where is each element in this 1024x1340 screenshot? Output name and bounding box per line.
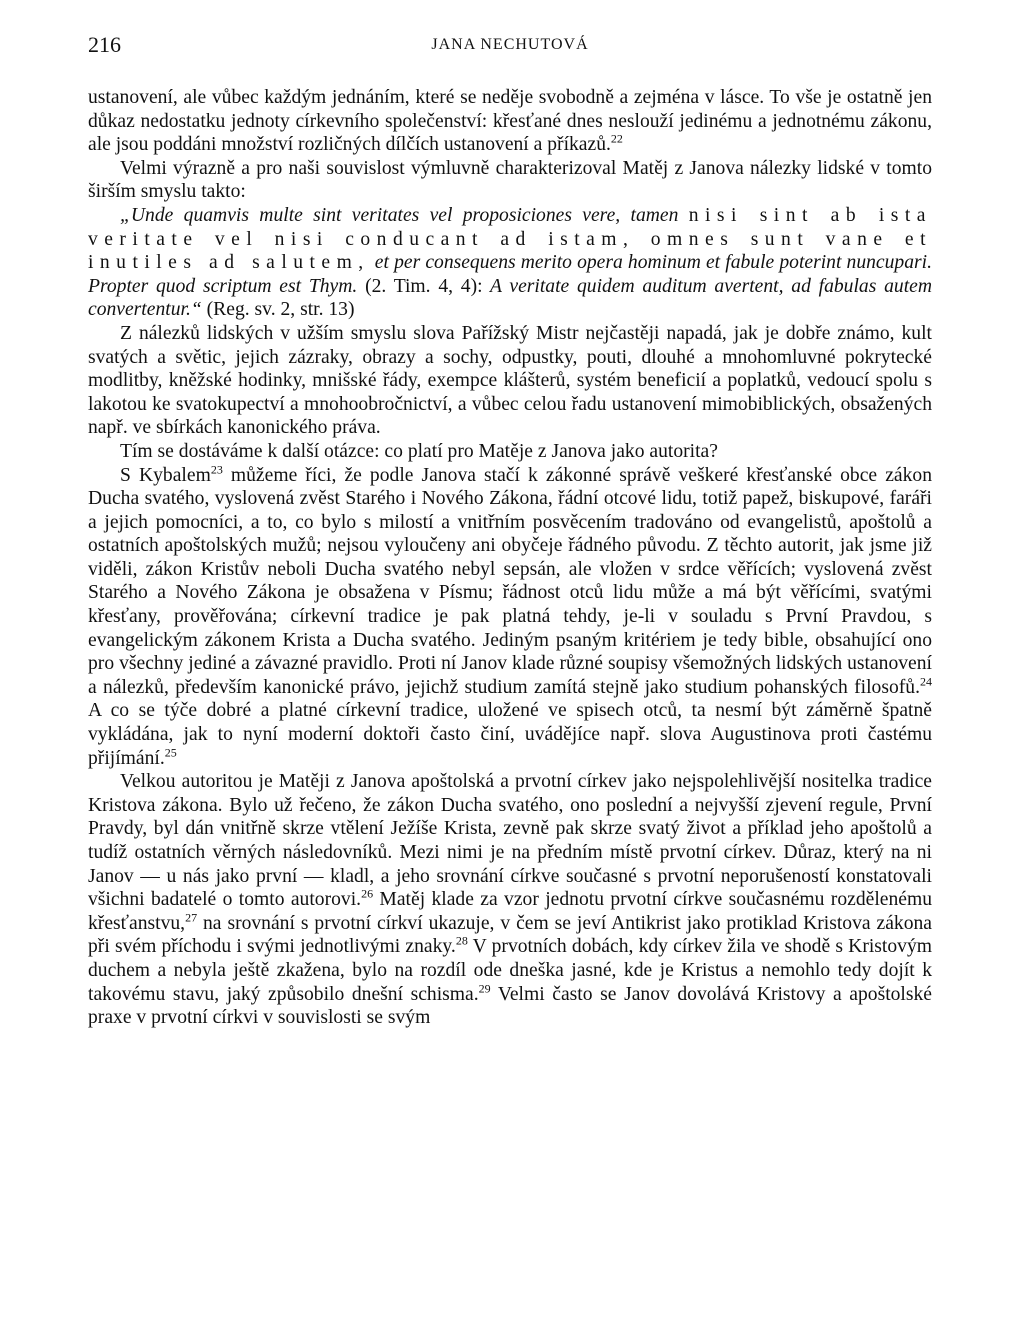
- paragraph-5-text-2: A co se týče dobré a platné církevní tradice, uložené ve spisech otců, ta nesmí být záměrně špatně vykládána, jak to nyní moderní doktoři často činí, uvádějíce např. slova Augustinova proti častému přijímání.: [88, 700, 932, 769]
- page-number: 216: [88, 32, 121, 57]
- paragraph-2: [88, 157, 932, 204]
- footnote-ref-28: 28: [455, 933, 468, 948]
- paragraph-1: [88, 86, 932, 157]
- running-head: JANA NECHUTOVÁ: [431, 36, 589, 53]
- paragraph-5-pre: S Kybalem: [120, 464, 211, 486]
- footnote-ref-29: 29: [478, 981, 491, 996]
- footnote-ref-26: 26: [361, 886, 374, 901]
- footnote-ref-27: 27: [185, 910, 198, 925]
- paragraph-1-text: ustanovení, ale vůbec každým jednáním, které se neděje svobodně a zejména v lásce. To vše je ostatně jen důkaz nedostatku jednoty církevního společenství: křesťané dnes neslouží jedinému a jednotnému zákonu, ale jsou poddáni množství rozličných dílčích ustanovení a příkazů.: [88, 87, 932, 156]
- paragraph-6: [88, 770, 932, 1030]
- quote-spaced-emphasis: nisi sint ab ista veritate vel nisi conducant ad istam, omnes sunt vane et inutiles ad salutem,: [88, 204, 932, 274]
- quote-part-3: A veritate quidem auditum avertent, ad fabulas autem convertentur.“: [88, 275, 933, 321]
- paragraph-6-text-4: V prvotních dobách, kdy církev žila ve shodě s Kristovým duchem a nebyla ještě zkažena, bylo na rozdíl ode dneška jasné, kde je Kristus a nemohlo tedy dojít k takovému stavu, jaký způsobilo dnešní schisma.: [88, 936, 932, 1005]
- quote-reference-2: (Reg. sv. 2, str. 13): [206, 299, 355, 321]
- paragraph-6-text-1: Velkou autoritou je Matěji z Janova apoštolská a prvotní církev jako nejspolehlivější nositelka tradice Kristova zákona. Bylo už řečeno, že zákon Ducha svatého, ono poslední a nejvyšší zjevení regule, První Pravdy, byl dán vnitřně skrze vtělení Ježíše Krista, zevně pak skrze svatý život a příklad jeho apoštolů a tudíž ostatních věrných následovníků. Mezi nimi je na předním místě prvotní církev. Důraz, který na ni Janov — u nás jako první — kladl, a jeho srovnání církve současné s prvotní neporušeností konstatovali všichni badatelé o tomto autorovi.: [88, 771, 932, 911]
- paragraph-4: [88, 440, 932, 464]
- footnote-ref-22: 22: [610, 131, 623, 146]
- footnote-ref-23: 23: [210, 461, 223, 476]
- quote-part-1: „Unde quamvis multe sint veritates vel proposiciones vere, tamen: [120, 204, 679, 226]
- footnote-ref-24: 24: [920, 674, 932, 689]
- paragraph-6-text-5: Velmi často se Janov dovolává Kristovy a apoštolské praxe v prvotní církvi v souvislosti se svým: [88, 983, 932, 1029]
- quote-reference-1: (2. Tim. 4, 4):: [365, 275, 483, 297]
- body-text: [88, 86, 932, 1030]
- latin-quotation: [88, 204, 932, 322]
- quote-part-2: et per consequens merito opera hominum et fabule poterint nuncupari. Propter quod scriptum est Thym.: [88, 252, 932, 297]
- page-header: [88, 32, 932, 62]
- paragraph-2-text: Velmi výrazně a pro naši souvislost výmluvně charakterizoval Matěj z Janova nálezky lidské v tomto širším smyslu takto:: [88, 157, 932, 203]
- paragraph-3: [88, 322, 932, 440]
- paragraph-6-text-2: Matěj klade za vzor jednotu prvotní církve současnému rozdělenému křesťanstvu,: [88, 889, 932, 934]
- footnote-ref-25: 25: [164, 745, 177, 760]
- paragraph-5-text-1: můžeme říci, že podle Janova stačí k zákonné správě veškeré křesťanské obce zákon Ducha svatého, vyslovená zvěst Starého i Nového Zákona, řádní otcové lidu, totiž papež, biskupové, faráři a jejich pomocníci, a to, co bylo s milostí a vnitřním posvěcením tradováno od evangelistů, apoštolů a ostatních apoštolských mužů; nejsou vyloučeny ani obyčeje řádného původu. Z těchto autorit, jak jsme již viděli, zákon Kristův neboli Ducha svatého nebyl sepsán, ale vložen v srdce věřících; vyslovená zvěst Starého a Nového Zákona je obsažena v Písmu; řádnost otců lidu může a má být věřícími, svatými křesťany, prověřována; církevní tradice je pak platná tehdy, je-li v souladu s První Pravdou, s evangelickým zákonem Krista a Ducha svatého. Jediným psaným kritériem je tedy bible, obsahující ono pro všechny jediné a závazné pravidlo. Proti ní Janov klade různé soupisy všemožných lidských ustanovení a nálezků, především kanonické právo, jejichž studium zamítá stejně jako studium pohanských filosofů.: [88, 464, 932, 698]
- paragraph-4-text: Tím se dostáváme k další otázce: co platí pro Matěje z Janova jako autorita?: [120, 440, 718, 462]
- paragraph-5: [88, 461, 932, 771]
- paragraph-6-text-3: na srovnání s prvotní církví ukazuje, v čem se jeví Antikrist jako protiklad Kristova zákona při svém příchodu i svými jednotlivými znaky.: [88, 912, 932, 958]
- paragraph-3-text: Z nálezků lidských v užším smyslu slova Pařížský Mistr nejčastěji napadá, jak je dobře známo, kult svatých a světic, jejich zázraky, obrazy a sochy, odpustky, pouti, dlouhé a mnohomluvné pokrytecké modlitby, kněžské hodinky, mnišské řády, exempce klášterů, systém beneficií a poplatků, vedoucí spolu s lakotou ke svatokupectví a mnohoobročnictví, a vůbec celou řadu ustanovení mimobiblických, obsažených např. ve sbírkách kanonického práva.: [88, 322, 932, 439]
